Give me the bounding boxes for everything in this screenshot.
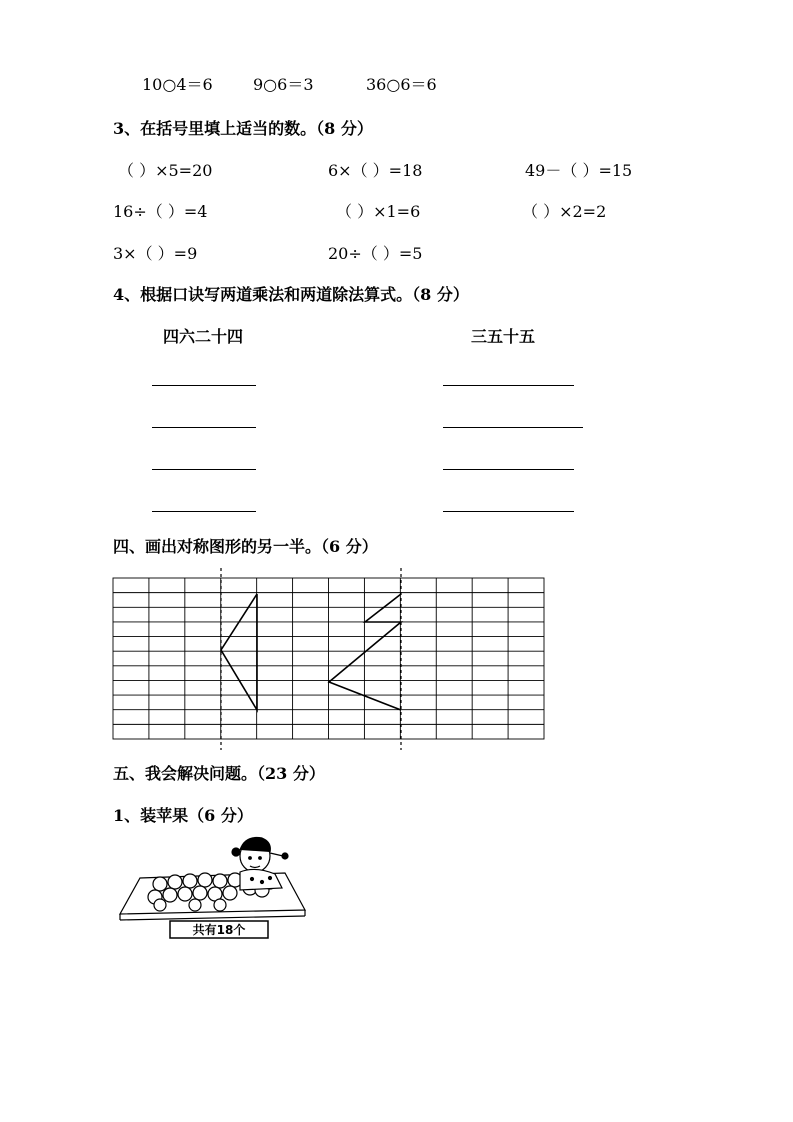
apple-count-sign-text: 共有18个 [192, 923, 246, 937]
q3-blank-3: 49－（ ）=15 [525, 161, 633, 180]
top-equation-1: 10○4＝6 [142, 75, 213, 94]
q3-blank-2: 6×（ ）=18 [328, 161, 423, 180]
q4-right-rhyme: 三五十五 [471, 327, 536, 346]
top-equation-3: 36○6＝6 [366, 75, 437, 94]
symmetry-grid[interactable] [113, 578, 544, 739]
q3-heading: 3、在括号里填上适当的数。（8 分） [113, 119, 373, 138]
girl-figure [232, 838, 288, 891]
q3-blank-6: （ ）×2=2 [522, 202, 607, 221]
q4-left-rhyme: 四六二十四 [163, 327, 244, 346]
grid-lines [113, 578, 544, 739]
q3-blank-1: （ ）×5=20 [118, 161, 213, 180]
q3-blank-8: 20÷（ ）=5 [328, 244, 423, 263]
section5-q1-heading: 1、装苹果（6 分） [113, 806, 253, 825]
half-figure-zigzag [329, 594, 401, 710]
q4-heading: 4、根据口诀写两道乘法和两道除法算式。（8 分） [113, 285, 469, 304]
section5-heading: 五、我会解决问题。（23 分） [113, 764, 325, 783]
top-equation-2: 9○6＝3 [253, 75, 314, 94]
half-figure-triangle [221, 594, 257, 710]
q3-blank-7: 3×（ ）=9 [113, 244, 198, 263]
q3-blank-5: （ ）×1=6 [336, 202, 421, 221]
section4-heading: 四、画出对称图形的另一半。（6 分） [113, 537, 378, 556]
q3-blank-4: 16÷（ ）=4 [113, 202, 208, 221]
